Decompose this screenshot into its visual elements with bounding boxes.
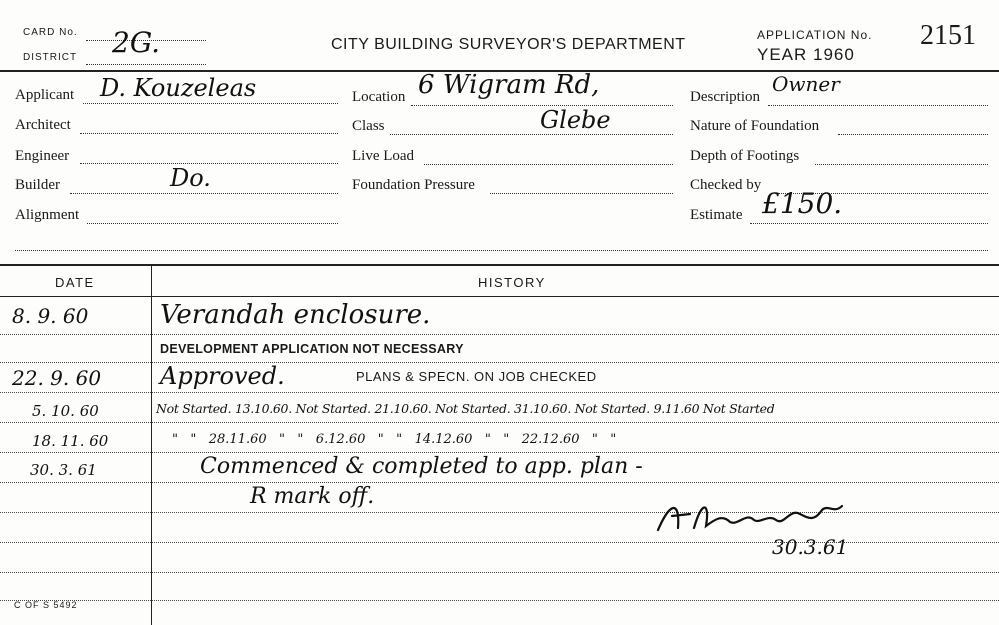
location-label: Location bbox=[352, 89, 406, 105]
application-year: YEAR 1960 bbox=[757, 45, 855, 64]
history-row-text: Not Started. 13.10.60. Not Started. 21.10.60. Not Started. 31.10.60. Not Started. 9.11.60 Not Started bbox=[156, 401, 775, 416]
history-row-text: Approved. bbox=[160, 362, 285, 390]
alignment-label: Alignment bbox=[15, 207, 80, 223]
builder-line bbox=[70, 193, 338, 194]
foundation-pressure-line bbox=[490, 193, 673, 194]
date-column-header: DATE bbox=[55, 275, 95, 290]
history-row-text: Verandah enclosure. bbox=[160, 300, 431, 330]
engineer-label: Engineer bbox=[15, 148, 70, 164]
architect-line bbox=[80, 133, 338, 134]
row-line bbox=[0, 542, 999, 543]
district-value: 2G. bbox=[112, 26, 161, 59]
applicant-value: D. Kouzeleas bbox=[100, 74, 257, 102]
row-line bbox=[0, 362, 999, 363]
form-code: C OF S 5492 bbox=[14, 600, 78, 610]
row-line bbox=[0, 422, 999, 423]
class-value: Glebe bbox=[540, 106, 611, 134]
history-top-rule bbox=[0, 264, 999, 266]
history-header-rule bbox=[0, 296, 999, 297]
row-line bbox=[0, 452, 999, 453]
description-line bbox=[768, 105, 988, 106]
date-column-divider bbox=[151, 264, 152, 625]
history-row-date: 5. 10. 60 bbox=[32, 402, 99, 420]
row-line bbox=[0, 392, 999, 393]
estimate-value: £150. bbox=[762, 187, 843, 220]
history-row-text: Commenced & completed to app. plan - bbox=[200, 454, 643, 479]
history-row-typed: PLANS & SPECN. ON JOB CHECKED bbox=[356, 369, 597, 384]
live-load-label: Live Load bbox=[352, 148, 415, 164]
history-row-text: R mark off. bbox=[250, 484, 375, 509]
signature-date: 30.3.61 bbox=[772, 535, 849, 559]
checked-by-label: Checked by bbox=[690, 177, 762, 193]
class-label: Class bbox=[352, 118, 385, 134]
alignment-line bbox=[87, 223, 338, 224]
application-number: 2151 bbox=[920, 20, 976, 51]
applicant-line bbox=[83, 103, 338, 104]
builder-value: Do. bbox=[170, 164, 211, 192]
history-row-date: 18. 11. 60 bbox=[32, 432, 109, 450]
card-no-label: CARD No. bbox=[23, 27, 78, 38]
history-row-date: 30. 3. 61 bbox=[30, 461, 97, 479]
depth-footings-line bbox=[815, 164, 988, 165]
history-row-date: 22. 9. 60 bbox=[12, 366, 102, 390]
department-title: CITY BUILDING SURVEYOR'S DEPARTMENT bbox=[331, 36, 686, 53]
history-row-stamp: DEVELOPMENT APPLICATION NOT NECESSARY bbox=[160, 342, 464, 356]
foundation-pressure-label: Foundation Pressure bbox=[352, 177, 475, 193]
district-label: DISTRICT bbox=[23, 52, 78, 63]
location-value: 6 Wigram Rd, bbox=[418, 70, 600, 100]
row-line bbox=[0, 572, 999, 573]
header-bottom-line bbox=[15, 250, 988, 251]
nature-foundation-line bbox=[838, 134, 988, 135]
estimate-line bbox=[750, 223, 988, 224]
row-line bbox=[0, 482, 999, 483]
description-label: Description bbox=[690, 89, 760, 105]
history-row-date: 8. 9. 60 bbox=[12, 304, 89, 328]
class-line bbox=[390, 134, 673, 135]
history-column-header: HISTORY bbox=[478, 275, 546, 290]
nature-foundation-label: Nature of Foundation bbox=[690, 118, 820, 134]
live-load-line bbox=[424, 164, 673, 165]
district-line bbox=[86, 64, 206, 65]
history-row-text: " " 28.11.60 " " 6.12.60 " " 14.12.60 " " 22.12.60 " " bbox=[172, 432, 617, 447]
description-value: Owner bbox=[772, 72, 840, 96]
application-number-label: APPLICATION No. bbox=[757, 28, 873, 42]
builder-label: Builder bbox=[15, 177, 60, 193]
applicant-label: Applicant bbox=[15, 87, 75, 103]
architect-label: Architect bbox=[15, 117, 71, 133]
row-line bbox=[0, 334, 999, 335]
estimate-label: Estimate bbox=[690, 207, 743, 223]
row-line bbox=[0, 600, 999, 601]
depth-footings-label: Depth of Footings bbox=[690, 148, 800, 164]
